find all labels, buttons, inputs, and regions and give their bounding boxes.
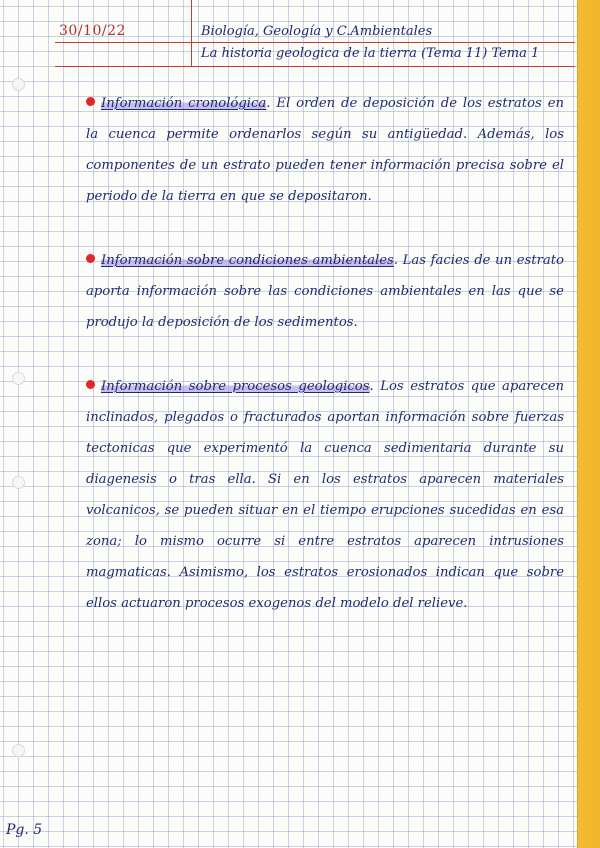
section-body: . Las facies de un estrato aporta información sobre las condiciones ambientales en las que se produjo la deposición de los sedimentos.	[86, 253, 564, 330]
note-section	[86, 371, 564, 619]
section-heading: Información cronológica	[101, 96, 267, 111]
note-section	[86, 245, 564, 338]
date-text: 30/10/22	[59, 23, 126, 39]
punch-hole	[12, 78, 25, 91]
header-divider	[191, 0, 192, 66]
note-section	[86, 88, 564, 212]
subject-title: Biología, Geología y C.Ambientales	[201, 24, 433, 39]
section-body: . Los estratos que aparecen inclinados, plegados o fracturados aportan información sobre fuerzas tectonicas que experimentó la cuenca sedimentaria durante su diagenesis o tras ella. Si en los estratos aparecen materiales volcanicos, se pueden situar en el tiempo erupciones sucedidas en esa zona; lo mismo ocurre si entre estratos aparecen intrusiones magmaticas. Asimismo, los estratos erosionados indican que sobre ellos actuaron procesos exogenos del modelo del relieve.	[86, 379, 565, 611]
header-bottom-line	[55, 66, 575, 67]
binding-strip	[577, 0, 600, 848]
notes-content	[86, 88, 564, 652]
section-heading: Información sobre procesos geologicos	[101, 379, 370, 394]
bullet-dot-icon	[86, 97, 95, 106]
header-divider	[191, 42, 575, 43]
punch-hole	[12, 476, 25, 489]
section-heading: Información sobre condiciones ambientales	[101, 253, 394, 268]
punch-hole	[12, 744, 25, 757]
bullet-dot-icon	[86, 254, 95, 263]
section-body: . El orden de deposición de los estratos en la cuenca permite ordenarlos según su antigüedad. Además, los componentes de un estrato pueden tener información precisa sobre el periodo de la tierra en que se depositaron.	[86, 96, 564, 204]
page-number: Pg. 5	[6, 822, 43, 838]
page-header	[55, 22, 575, 66]
date-box	[55, 22, 191, 43]
bullet-dot-icon	[86, 380, 95, 389]
topic-title: La historia geologica de la tierra (Tema 11) Tema 1	[201, 46, 540, 61]
punch-hole	[12, 372, 25, 385]
